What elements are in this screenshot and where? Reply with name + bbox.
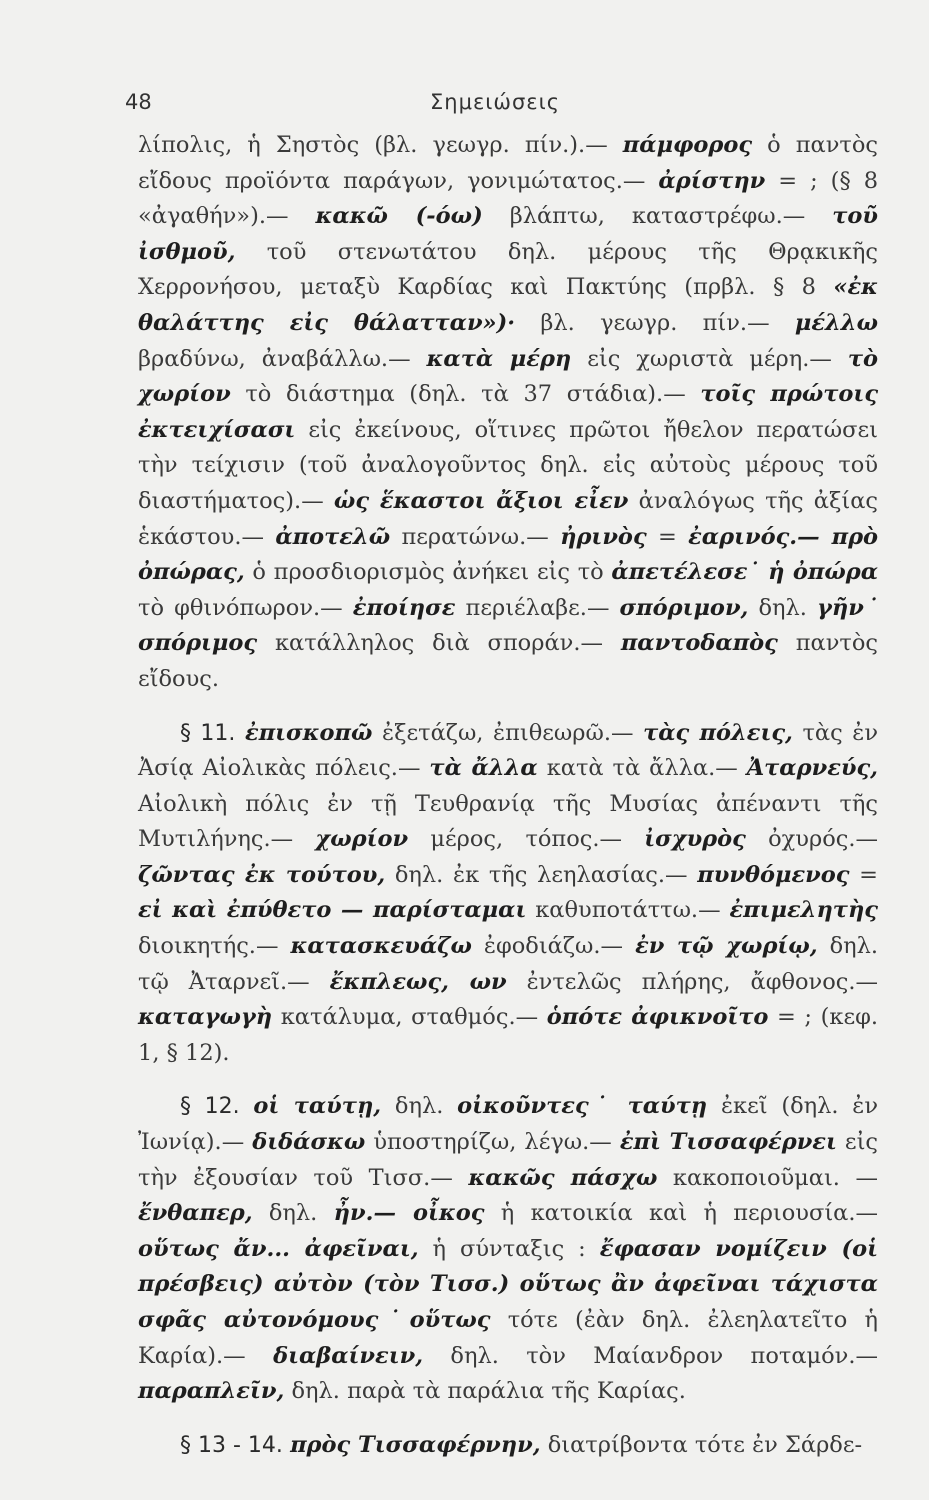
gloss-text: Αἰολικὴ πόλις ἐν τῇ Τευθρανίᾳ τῆς Μυσίας ἀπέναντι τῆς Μυτιλήνης.—: [138, 790, 878, 853]
lemma-term: τὰς πόλεις,: [643, 719, 793, 746]
gloss-text: βλ. γεωγρ. πίν.—: [540, 309, 770, 336]
notes-body: [138, 128, 878, 1463]
lemma-term: ἔκπλεως, ων: [329, 968, 507, 995]
page-header: [125, 90, 865, 122]
lemma-term: οὕτως ἄν... ἀφεῖναι,: [138, 1235, 419, 1262]
gloss-text: διατρίβοντα τότε ἐν Σάρδε-: [547, 1431, 863, 1458]
gloss-text: τὸ διάστημα (δηλ. τὰ 37 στάδια).—: [245, 381, 686, 408]
lemma-term: πρὸς Τισσαφέρνην,: [290, 1431, 541, 1458]
gloss-text: καθυποτάττω.—: [535, 897, 721, 924]
lemma-term: ὡς ἕκαστοι ἄξιοι εἶεν: [333, 487, 629, 514]
lemma-term: κακῶς πάσχω: [468, 1164, 658, 1191]
lemma-term: ἔφασαν νομίζειν (οἱ πρέσβεις) αὐτὸν (τὸν Τισσ.) οὕτως ἂν ἀφεῖναι τάχιστα σφᾶς αὐτονόμους˙οὕτως: [138, 1235, 878, 1333]
lemma-term: τοῦ ἰσθμοῦ,: [138, 203, 879, 265]
gloss-text: περιέλαβε.—: [465, 594, 610, 621]
note-paragraph: [138, 716, 878, 1072]
lemma-term: ἐν τῷ χωρίῳ,: [635, 933, 818, 960]
section-number: § 12.: [180, 1094, 240, 1120]
gloss-text: δηλ. τὸν Μαίανδρον ποταμόν.—: [450, 1342, 879, 1369]
gloss-text: δηλ. τῷ Ἀταρνεῖ.—: [138, 933, 879, 995]
gloss-text: ἐφοδιάζω.—: [483, 933, 624, 960]
lemma-term: ἔνθαπερ,: [138, 1200, 253, 1227]
gloss-text: λίπολις, ἡ Σηστὸς (βλ. γεωγρ. πίν.).—: [138, 132, 608, 158]
note-paragraph: [138, 1428, 878, 1464]
lemma-term: ἰσχυρὸς: [644, 826, 746, 853]
gloss-text: ἀναλόγως τῆς ἀξίας ἑκάστου.—: [138, 487, 879, 550]
note-paragraph: [138, 128, 878, 698]
lemma-term: γῆν˙ σπόριμος: [138, 594, 879, 657]
lemma-term: τὰ ἄλλα: [429, 755, 538, 782]
lemma-term: κακῶ (-όω): [315, 203, 483, 230]
lemma-term: ἀπετέλεσε˙ ἡ ὀπώρα: [611, 559, 879, 586]
lemma-term: οἰκοῦντες˙ ταύτῃ: [457, 1093, 708, 1120]
gloss-text: κατάλληλος διὰ σποράν.—: [274, 630, 603, 657]
lemma-term: παντοδαπὸς: [620, 630, 778, 657]
gloss-text: περατώνω.—: [401, 523, 549, 550]
gloss-text: τότε (ἐὰν δηλ. ἐλεηλατεῖτο ἡ Καρία).—: [138, 1307, 878, 1369]
gloss-text: ἡ σύνταξις :: [432, 1235, 586, 1262]
gloss-text: ὑποστηρίζω, λέγω.—: [373, 1129, 612, 1156]
lemma-term: ζῶντας ἐκ τούτου,: [138, 861, 386, 888]
lemma-term: πυνθόμενος: [697, 861, 850, 888]
gloss-text: =: [657, 523, 677, 550]
gloss-text: τὰς ἐν Ἀσίᾳ Αἰολικὰς πόλεις.—: [138, 719, 879, 782]
section-number: § 11.: [180, 720, 236, 746]
lemma-term: ἐπισκοπῶ: [245, 719, 373, 746]
lemma-term: ἀρίστην: [658, 167, 766, 194]
lemma-term: τοῖς πρώτοις ἐκτειχίσασι: [138, 381, 879, 443]
lemma-term: διδάσκω: [252, 1129, 366, 1156]
gloss-text: ἡ κατοικία καὶ ἡ περιουσία.—: [500, 1200, 879, 1227]
gloss-text: τοῦ στενωτάτου δηλ. μέρους τῆς Θρᾳκικῆς Χερρονήσου, μεταξὺ Καρδίας καὶ Πακτύης (πρβλ. § 8: [138, 238, 878, 301]
lemma-term: παραπλεῖν,: [138, 1378, 285, 1405]
lemma-term: ἐποίησε: [352, 594, 456, 621]
gloss-text: δηλ. ἐκ τῆς λεηλασίας.—: [394, 861, 688, 888]
gloss-text: ἐξετάζω, ἐπιθεωρῶ.—: [382, 719, 634, 746]
lemma-term: σπόριμον,: [619, 594, 749, 621]
gloss-text: δηλ.: [758, 594, 807, 621]
gloss-text: εἰς ἐκείνους, οἵτινες πρῶτοι ἤθελον περατώσει τὴν τείχισιν (τοῦ ἀναλογοῦντος δηλ. εἰς αὐτοὺς μέρους τοῦ διαστήματος).—: [138, 416, 878, 514]
gloss-text: = ; (§ 8 «ἀγαθήν»).—: [138, 167, 879, 230]
lemma-term: οἱ ταύτῃ,: [253, 1093, 382, 1120]
lemma-term: κατασκευάζω: [290, 933, 472, 960]
running-head: Σημειώσεις: [430, 90, 561, 114]
gloss-text: ὁ παντὸς εἴδους προϊόντα παράγων, γονιμώτατος.—: [138, 132, 878, 194]
gloss-text: μέρος, τόπος.—: [430, 826, 623, 853]
gloss-text: εἰς χωριστὰ μέρη.—: [587, 345, 832, 372]
lemma-term: ἐπὶ Τισσαφέρνει: [619, 1129, 837, 1156]
lemma-term: κατὰ μέρη: [426, 345, 572, 372]
gloss-text: κατὰ τὰ ἄλλα.—: [546, 755, 738, 782]
gloss-text: βλάπτω, καταστρέφω.—: [509, 203, 806, 230]
lemma-term: «ἐκ θαλάττης εἰς θάλατταν»)·: [138, 274, 878, 336]
lemma-term: τὸ χωρίον: [138, 345, 878, 408]
gloss-text: διοικητής.—: [138, 933, 279, 960]
lemma-term: ὁπότε ἀφικνοῖτο: [546, 1004, 769, 1031]
lemma-term: χωρίον: [315, 826, 409, 853]
note-paragraph: [138, 1089, 878, 1409]
gloss-text: ὁ προσδιορισμὸς ἀνήκει εἰς τὸ: [252, 559, 604, 586]
lemma-term: πάμφορος: [622, 132, 753, 158]
gloss-text: δηλ.: [268, 1200, 318, 1227]
gloss-text: εἰς τὴν ἐξουσίαν τοῦ Τισσ.—: [138, 1129, 878, 1191]
lemma-term: ἀποτελῶ: [275, 523, 391, 550]
page-number: 48: [125, 90, 152, 114]
gloss-text: κατάλυμα, σταθμός.—: [280, 1004, 539, 1031]
lemma-term: ἦν.— οἶκος: [333, 1200, 485, 1227]
gloss-text: ἐκεῖ (δηλ. ἐν Ἰωνίᾳ).—: [138, 1093, 879, 1156]
lemma-term: ἐπιμελητὴς: [729, 897, 878, 924]
gloss-text: δηλ.: [394, 1093, 444, 1120]
gloss-text: =: [859, 861, 878, 888]
lemma-term: ἠρινὸς: [560, 523, 647, 550]
lemma-term: καταγωγὴ: [138, 1004, 273, 1031]
gloss-text: κακοποιοῦμαι. —: [672, 1164, 878, 1191]
lemma-term: Ἀταρνεύς,: [746, 755, 879, 782]
gloss-text: δηλ. παρὰ τὰ παράλια τῆς Καρίας.: [291, 1378, 686, 1405]
gloss-text: ὀχυρός.—: [768, 826, 879, 853]
lemma-term: μέλλω: [794, 309, 878, 336]
lemma-term: εἰ καὶ ἐπύθετο — παρίσταμαι: [138, 897, 527, 924]
gloss-text: παντὸς εἴδους.: [138, 630, 879, 692]
lemma-term: ἐαρινός.— πρὸ ὀπώρας,: [138, 523, 879, 586]
gloss-text: τὸ φθινόπωρον.—: [138, 594, 343, 621]
lemma-term: διαβαίνειν,: [273, 1342, 424, 1369]
gloss-text: βραδύνω, ἀναβάλλω.—: [138, 345, 411, 372]
gloss-text: = ; (κεφ. 1, § 12).: [138, 1004, 879, 1066]
gloss-text: ἐντελῶς πλήρης, ἄφθονος.—: [526, 968, 879, 995]
section-number: § 13 - 14.: [180, 1432, 283, 1458]
